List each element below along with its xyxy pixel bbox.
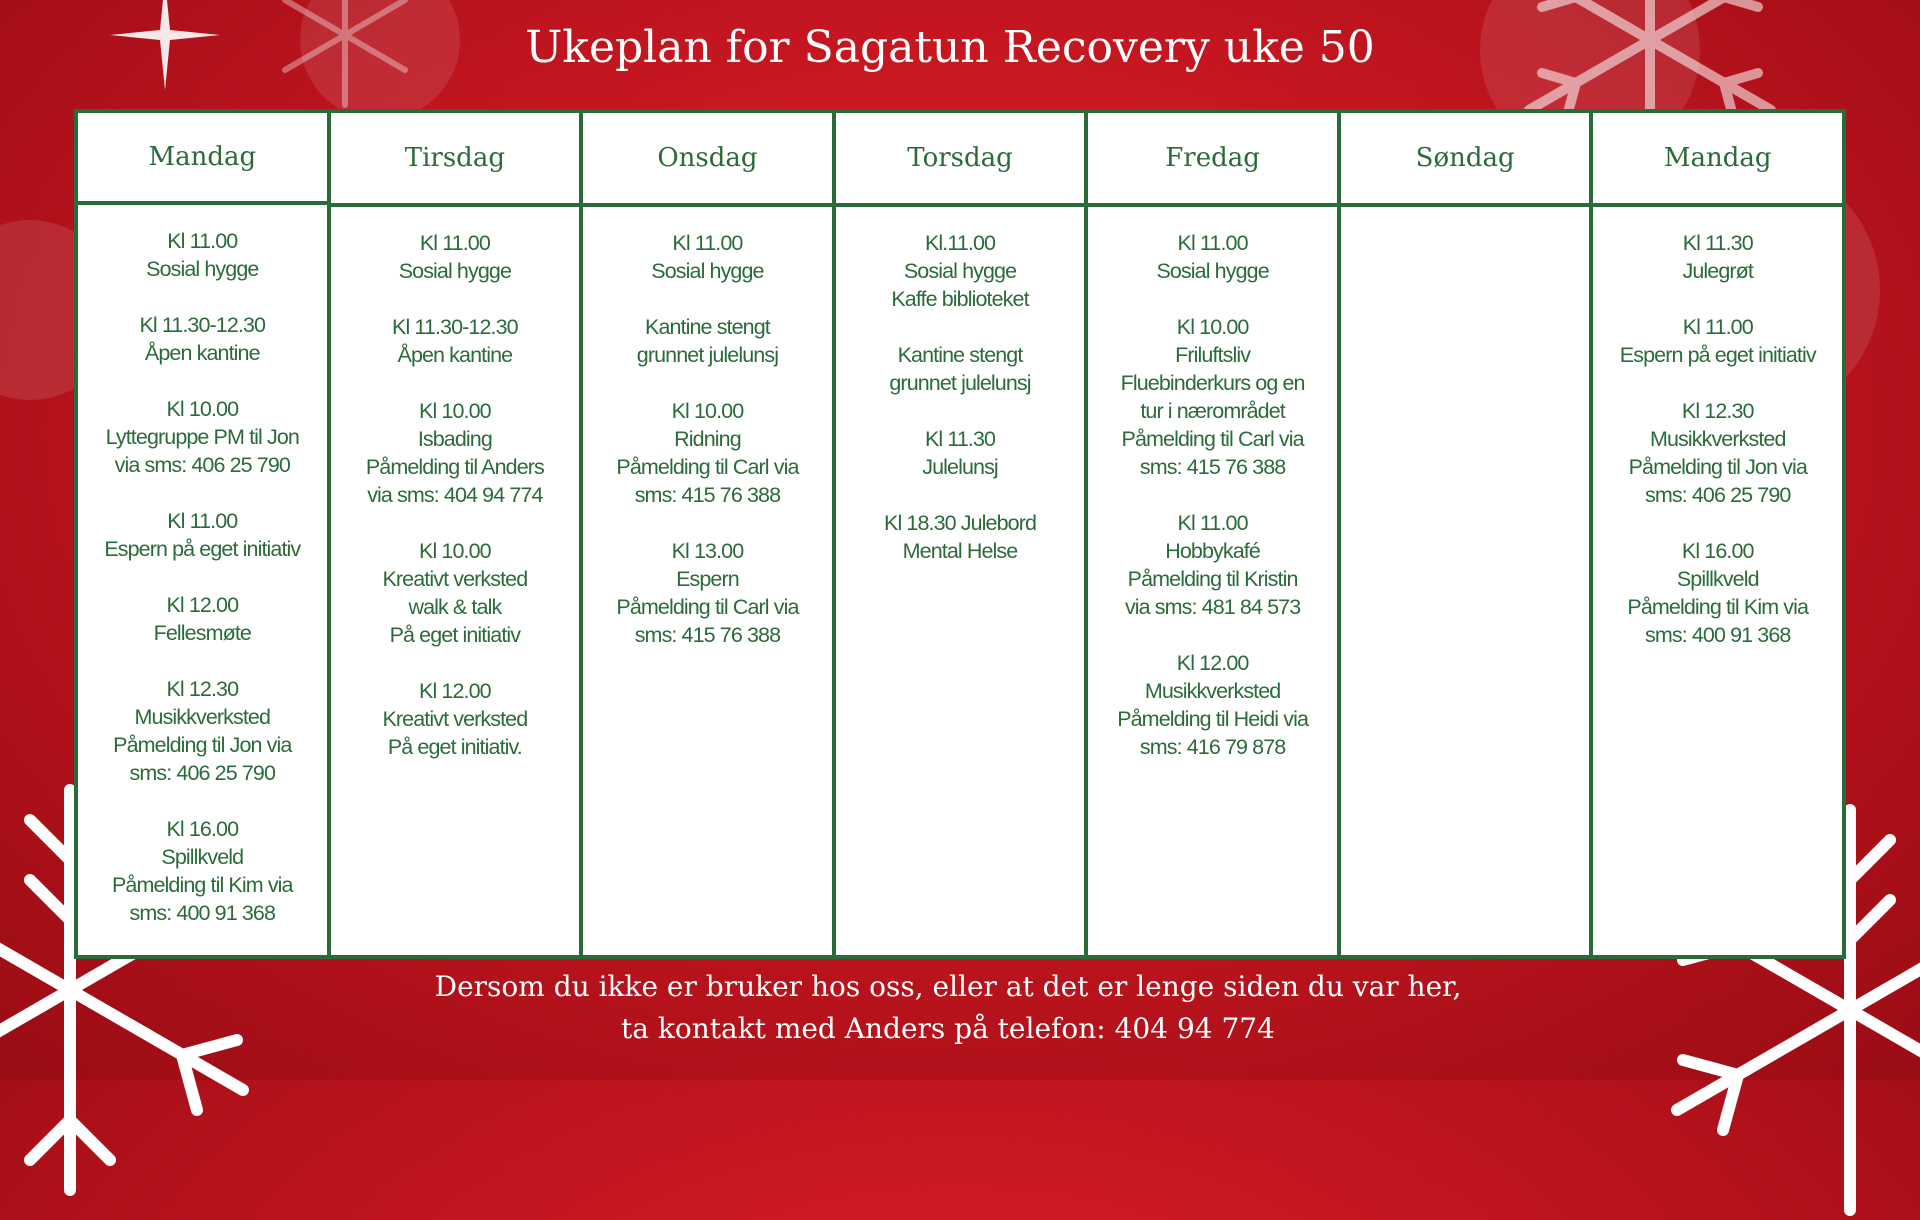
activity-line: Kl 10.00 <box>419 539 491 563</box>
day-header: Tirsdag <box>331 113 580 207</box>
activity-entry <box>331 313 580 369</box>
activity-entry <box>78 311 327 367</box>
page-title: Ukeplan for Sagatun Recovery uke 50 <box>525 22 1375 73</box>
day-header: Mandag <box>1593 113 1842 207</box>
activity-line: Fellesmøte <box>153 621 251 645</box>
activity-line: Kl 12.00 <box>166 593 239 617</box>
activity-entry <box>78 395 327 479</box>
activity-line: Kl 18.30 Julebord <box>884 511 1037 535</box>
activity-line: Kl 11.00 <box>1177 231 1248 255</box>
activity-line: Spillkveld <box>161 845 244 869</box>
activity-line: Påmelding til Carl via <box>616 595 799 619</box>
activity-line: Sosial hygge <box>651 259 764 283</box>
activity-line: Kl 12.30 <box>1681 399 1754 423</box>
activity-line: Kl 16.00 <box>1681 539 1754 563</box>
day-activities <box>78 205 327 955</box>
activity-line: Kreativt verksted <box>382 567 528 591</box>
activity-line: Musikkverksted <box>134 705 271 729</box>
activity-entry <box>331 677 580 761</box>
activity-line: Kl 11.00 <box>1177 511 1248 535</box>
activity-entry <box>836 341 1085 397</box>
activity-line: Kl 11.30 <box>1682 231 1753 255</box>
activity-entry <box>1593 397 1842 509</box>
activity-line: sms: 416 79 878 <box>1139 735 1286 759</box>
activity-line: Kl 10.00 <box>166 397 239 421</box>
activity-entry <box>331 397 580 509</box>
activity-line: walk & talk <box>408 595 502 619</box>
activity-line: Kl 13.00 <box>671 539 744 563</box>
activity-line: Sosial hygge <box>146 257 259 281</box>
day-activities <box>1088 207 1337 789</box>
activity-line: Ridning <box>674 427 741 451</box>
activity-entry <box>78 507 327 563</box>
activity-line: Kl 12.00 <box>419 679 491 703</box>
activity-entry <box>1088 313 1337 481</box>
activity-entry <box>78 227 327 283</box>
activity-entry <box>331 537 580 649</box>
activity-line: via sms: 481 84 573 <box>1124 595 1301 619</box>
day-column <box>836 113 1089 955</box>
activity-line: Kl 11.00 <box>1682 315 1753 339</box>
activity-line: Kl 11.30 <box>924 427 996 451</box>
activity-line: Kl 16.00 <box>166 817 239 841</box>
day-column <box>583 113 836 955</box>
activity-line: Kl 11.00 <box>419 231 490 255</box>
activity-line: Kl 11.00 <box>672 231 743 255</box>
day-activities <box>1593 207 1842 677</box>
activity-entry <box>836 229 1085 313</box>
activity-line: Påmelding til Kim via <box>1627 595 1809 619</box>
activity-entry <box>78 815 327 927</box>
activity-entry <box>1593 537 1842 649</box>
day-column <box>1341 113 1594 955</box>
activity-line: Espern <box>676 567 739 591</box>
activity-entry <box>1593 229 1842 285</box>
day-activities <box>1341 207 1590 229</box>
activity-line: sms: 415 76 388 <box>634 483 781 507</box>
activity-entry <box>583 313 832 369</box>
day-header: Torsdag <box>836 113 1085 207</box>
day-header: Søndag <box>1341 113 1590 207</box>
activity-entry <box>836 509 1085 565</box>
activity-line: Kl 12.30 <box>166 677 239 701</box>
activity-line: Julegrøt <box>1682 259 1753 283</box>
activity-line: Spillkveld <box>1676 567 1759 591</box>
footer-line-1: Dersom du ikke er bruker hos oss, eller at det er lenge siden du var her, <box>434 970 1462 1003</box>
day-activities <box>836 207 1085 593</box>
activity-line: Espern på eget initiativ <box>104 537 301 561</box>
activity-line: Musikkverksted <box>1649 427 1786 451</box>
activity-entry <box>78 675 327 787</box>
activity-line: Sosial hygge <box>1156 259 1269 283</box>
day-header: Onsdag <box>583 113 832 207</box>
activity-line: Påmelding til Anders <box>365 455 544 479</box>
activity-entry <box>331 229 580 285</box>
activity-line: Kantine stengt <box>897 343 1023 367</box>
activity-line: grunnet julelunsj <box>889 371 1031 395</box>
activity-line: Friluftsliv <box>1175 343 1251 367</box>
day-column <box>1593 113 1842 955</box>
activity-line: Kl 12.00 <box>1176 651 1249 675</box>
activity-entry <box>583 537 832 649</box>
day-header: Mandag <box>78 113 327 205</box>
activity-line: sms: 406 25 790 <box>1645 483 1791 507</box>
activity-line: sms: 400 91 368 <box>129 901 276 925</box>
activity-line: Sosial hygge <box>903 259 1017 283</box>
activity-line: Kl 10.00 <box>419 399 491 423</box>
activity-line: På eget initiativ. <box>387 735 522 759</box>
activity-line: sms: 415 76 388 <box>1139 455 1286 479</box>
activity-line: via sms: 406 25 790 <box>114 453 290 477</box>
activity-line: sms: 400 91 368 <box>1645 623 1791 647</box>
activity-line: sms: 406 25 790 <box>129 761 276 785</box>
activity-line: Mental Helse <box>902 539 1018 563</box>
activity-line: Isbading <box>417 427 492 451</box>
day-column <box>1088 113 1341 955</box>
activity-line: Julelunsj <box>922 455 998 479</box>
activity-entry <box>583 397 832 509</box>
activity-entry <box>836 425 1085 481</box>
activity-line: Kaffe biblioteket <box>891 287 1029 311</box>
activity-line: Kl 11.30-12.30 <box>139 313 266 337</box>
activity-entry <box>1593 313 1842 369</box>
activity-line: Påmelding til Carl via <box>1121 427 1304 451</box>
activity-line: Kl 11.00 <box>167 229 238 253</box>
weekly-schedule-table <box>74 109 1846 959</box>
activity-line: Åpen kantine <box>144 341 260 365</box>
activity-line: Espern på eget initiativ <box>1619 343 1816 367</box>
activity-line: Kl.11.00 <box>924 231 996 255</box>
activity-line: Kreativt verksted <box>382 707 528 731</box>
activity-line: Sosial hygge <box>398 259 512 283</box>
activity-line: Lyttegruppe PM til Jon <box>105 425 299 449</box>
footer-line-2: ta kontakt med Anders på telefon: 404 94 774 <box>621 1012 1275 1045</box>
activity-line: Åpen kantine <box>397 343 513 367</box>
activity-entry <box>78 591 327 647</box>
activity-line: Kantine stengt <box>645 315 770 339</box>
activity-line: Kl 11.30-12.30 <box>392 315 518 339</box>
activity-line: Kl 10.00 <box>1176 315 1249 339</box>
activity-line: Påmelding til Kim via <box>111 873 293 897</box>
activity-line: Påmelding til Jon via <box>113 733 292 757</box>
day-header: Fredag <box>1088 113 1337 207</box>
activity-line: grunnet julelunsj <box>636 343 779 367</box>
footer-contact-text <box>0 966 1896 1050</box>
activity-line: Påmelding til Carl via <box>616 455 799 479</box>
activity-line: Kl 11.00 <box>167 509 238 533</box>
day-column <box>78 113 331 955</box>
activity-line: Kl 10.00 <box>671 399 744 423</box>
activity-line: Påmelding til Kristin <box>1127 567 1298 591</box>
activity-entry <box>583 229 832 285</box>
activity-line: via sms: 404 94 774 <box>367 483 543 507</box>
activity-line: Hobbykafé <box>1165 539 1260 563</box>
activity-line: Påmelding til Heidi via <box>1117 707 1309 731</box>
activity-line: På eget initiativ <box>389 623 521 647</box>
activity-line: tur i nærområdet <box>1140 399 1285 423</box>
activity-line: Musikkverksted <box>1144 679 1281 703</box>
day-column <box>331 113 584 955</box>
activity-entry <box>1088 229 1337 285</box>
activity-line: Påmelding til Jon via <box>1628 455 1807 479</box>
day-activities <box>331 207 580 789</box>
activity-entry <box>1088 649 1337 761</box>
activity-line: Fluebinderkurs og en <box>1120 371 1305 395</box>
activity-line: sms: 415 76 388 <box>634 623 781 647</box>
day-activities <box>583 207 832 677</box>
activity-entry <box>1088 509 1337 621</box>
